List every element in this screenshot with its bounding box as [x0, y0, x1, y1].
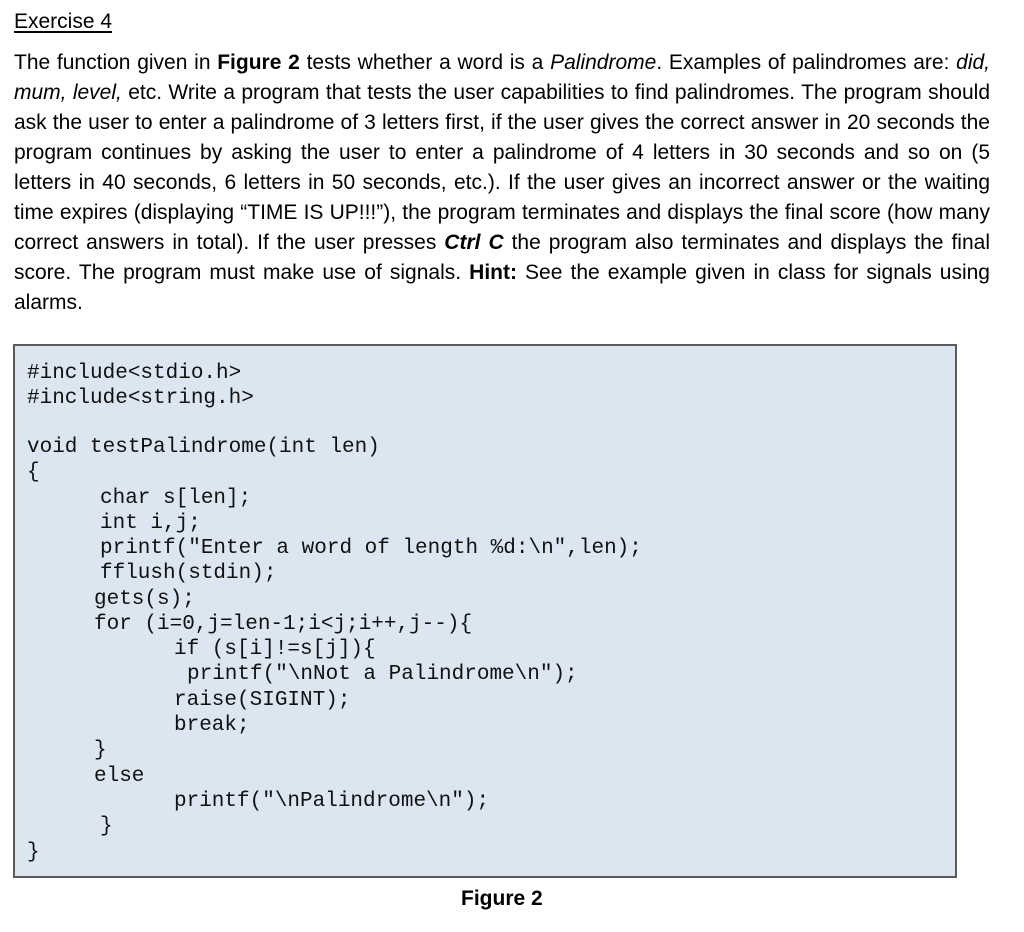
- code-line: else: [94, 765, 145, 788]
- code-line: void testPalindrome(int len): [27, 436, 380, 459]
- code-line: int i,j;: [100, 512, 201, 535]
- hint-label: Hint:: [469, 261, 517, 284]
- palindrome-examples: did, mum, level,: [14, 51, 990, 104]
- code-line: printf("Enter a word of length %d:\n",len);: [100, 537, 642, 560]
- figure-reference: Figure 2: [217, 51, 300, 74]
- code-line: #include<stdio.h>: [27, 362, 242, 385]
- code-line: }: [100, 815, 113, 838]
- code-line: gets(s);: [94, 588, 195, 611]
- code-line: printf("\nPalindrome\n");: [174, 790, 490, 813]
- code-line: for (i=0,j=len-1;i<j;i++,j--){: [94, 613, 473, 636]
- code-line: #include<string.h>: [27, 387, 254, 410]
- code-line: fflush(stdin);: [100, 562, 277, 585]
- text-segment: tests whether a word is a: [299, 51, 551, 74]
- code-line: raise(SIGINT);: [174, 689, 351, 712]
- ctrl-c-text: Ctrl C: [444, 231, 504, 254]
- code-line: }: [94, 739, 107, 762]
- code-line: printf("\nNot a Palindrome\n");: [187, 663, 578, 686]
- text-segment: the program also terminates and displays the final score. The program must make use of signals.: [14, 231, 990, 284]
- text-segment: The function given in: [14, 51, 218, 74]
- code-line: char s[len];: [100, 487, 252, 510]
- figure-caption: Figure 2: [461, 887, 543, 910]
- code-line: if (s[i]!=s[j]){: [174, 638, 376, 661]
- exercise-heading: Exercise 4: [14, 10, 113, 33]
- exercise-description: [14, 48, 990, 318]
- text-segment: See the example given in class for signals using alarms.: [14, 261, 990, 314]
- ctrl-c-key: [444, 231, 503, 254]
- code-line: break;: [174, 714, 250, 737]
- text-segment: . Examples of palindromes are:: [656, 51, 957, 74]
- text-segment: etc. Write a program that tests the user capabilities to find palindromes. The program should ask the user to enter a palindrome of 3 letters first, if the user gives the correct answer in 20 seconds the program continues by asking the user to enter a palindrome of 4 letters in 30 seconds and so on (5 letters in 40 seconds, 6 letters in 50 seconds, etc.). If the user gives an incorrect answer or the waiting time expires (displaying “TIME IS UP!!!”), the program terminates and displays the final score (how many correct answers in total). If the user presses: [14, 81, 990, 254]
- term-palindrome: Palindrome: [550, 51, 657, 74]
- code-line: {: [27, 461, 40, 484]
- code-line: }: [27, 841, 40, 864]
- code-listing: [13, 344, 957, 878]
